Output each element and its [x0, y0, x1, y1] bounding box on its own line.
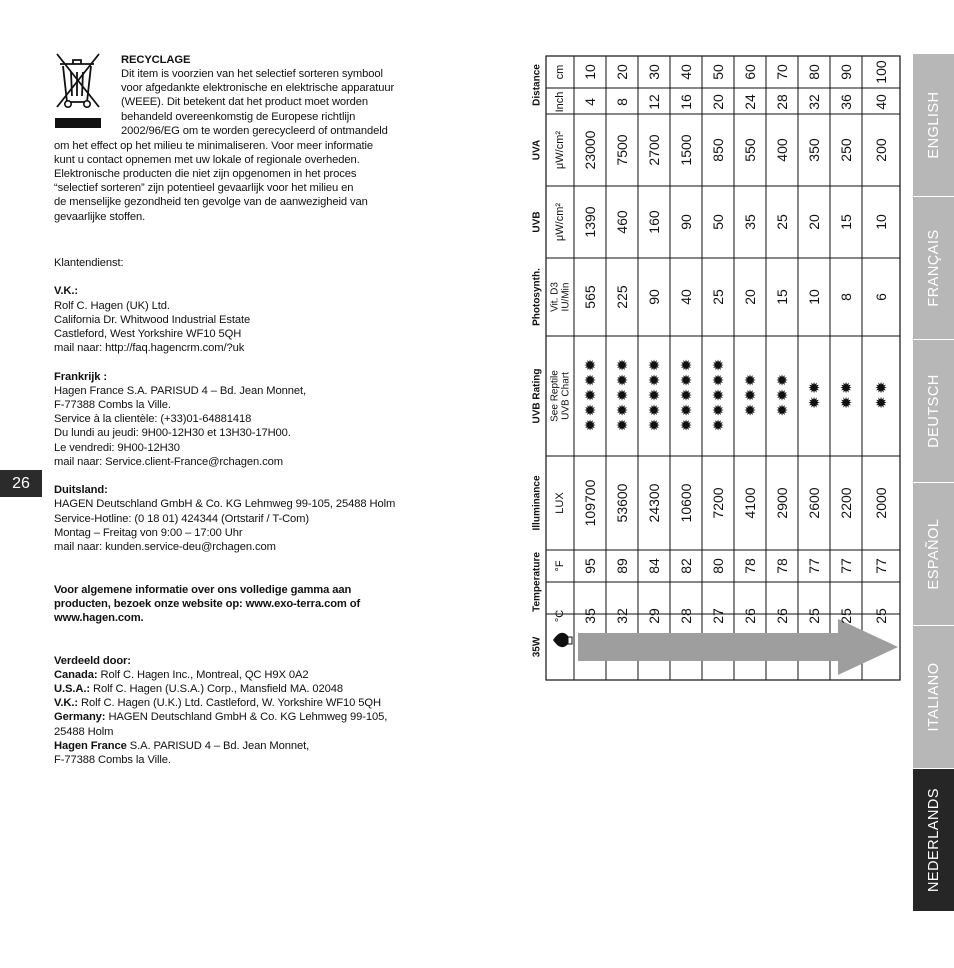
distributor-label: V.K.:: [54, 697, 78, 710]
uvb-star-icon: ✹: [711, 387, 725, 405]
cell-fahrenheit: 78: [774, 558, 790, 574]
tab-label: ENGLISH: [925, 91, 942, 159]
cell-uvb: 10: [873, 214, 889, 230]
cell-cm: 10: [582, 64, 598, 80]
tab-label: DEUTSCH: [925, 374, 942, 448]
tab-label: NEDERLANDS: [925, 787, 942, 893]
cell-celsius: 32: [614, 608, 630, 624]
uvb-star-icon: ✹: [874, 380, 888, 397]
cell-lux: 109700: [582, 479, 598, 527]
cell-inch: 16: [678, 94, 694, 110]
text-line: Du lundi au jeudi: 9H00-12H30 et 13H30-17H00.: [54, 427, 291, 440]
cell-vitamin-d3: 20: [742, 289, 758, 305]
distributor-line: [54, 753, 426, 767]
cell-uva: 2700: [646, 134, 662, 166]
distributor-label: Hagen France: [54, 739, 127, 752]
text-line: 2002/96/EG om te worden gerecycleerd of ontmandeld: [121, 124, 388, 137]
unit-photosynth-line2: IU/Min: [560, 282, 572, 312]
text-line: Le vendredi: 9H00-12H30: [54, 441, 180, 454]
unit-uvb-rating-line2: UVB Chart: [560, 372, 572, 420]
header-photosynth: Photosynth.: [531, 268, 543, 326]
cell-celsius: 25: [806, 608, 822, 624]
unit-lux: LUX: [554, 492, 566, 514]
cell-cm: 60: [742, 64, 758, 80]
text-line: mail naar: Service.client-France@rchagen.com: [54, 455, 283, 468]
distributor-label: Canada:: [54, 668, 98, 681]
text-line: Castleford, West Yorkshire WF10 5QH: [54, 328, 242, 340]
text-line: gevaarlijke stoffen.: [54, 210, 146, 223]
text-line: mail naar: http://faq.hagencrm.com/?uk: [54, 342, 245, 355]
text-line: Dit item is voorzien van het selectief sorteren symbool: [121, 68, 383, 80]
text-line: Hagen France S.A. PARISUD 4 – Bd. Jean Monnet,: [54, 384, 307, 397]
uvb-star-icon: ✹: [807, 380, 821, 397]
text-line: Elektronische producten die niet zijn opgenomen in het proces: [54, 167, 357, 180]
distributor-text: HAGEN Deutschland GmbH & Co. KG Lehmweg 99-105,: [105, 711, 388, 724]
uvb-star-icon: ✹: [711, 402, 725, 420]
cell-fahrenheit: 82: [678, 558, 694, 574]
text-line: Service-Hotline: (0 18 01) 424344 (Ortstarif / T-Com): [54, 512, 310, 525]
cell-vitamin-d3: 225: [614, 285, 630, 309]
cell-inch: 8: [614, 98, 630, 106]
header-distance: Distance: [531, 64, 543, 106]
uvb-star-icon: ✹: [583, 357, 597, 375]
tab-english[interactable]: [913, 54, 954, 197]
distributor-text: Rolf C. Hagen (U.S.A.) Corp., Mansfield MA. 02048: [89, 682, 344, 695]
uvb-lamp-icon: [553, 633, 568, 647]
distributor-line: [54, 668, 426, 682]
cell-celsius: 26: [774, 608, 790, 624]
page-number: 26: [0, 470, 42, 497]
cell-uvb: 20: [806, 214, 822, 230]
text-line: voor afgedankte elektronische en elektrische apparatuur: [121, 82, 395, 95]
cell-uva: 1500: [678, 134, 694, 166]
cell-uvb: 1390: [582, 206, 598, 238]
cell-fahrenheit: 77: [873, 558, 889, 574]
cell-cm: 90: [838, 64, 854, 80]
text-line: om het effect op het milieu te minimaliseren. Voor meer informatie: [54, 139, 374, 152]
cell-celsius: 25: [873, 608, 889, 624]
weee-crossed-bin-icon: [54, 52, 102, 130]
tab-espaol[interactable]: [913, 483, 954, 626]
uvb-star-icon: ✹: [679, 387, 693, 405]
uvb-star-icon: ✹: [775, 372, 789, 390]
cell-inch: 4: [582, 98, 598, 106]
cell-celsius: 25: [838, 608, 854, 624]
distributor-line: [54, 739, 426, 753]
distributor-line: [54, 682, 426, 696]
uvb-star-icon: ✹: [679, 357, 693, 375]
cell-celsius: 35: [582, 608, 598, 624]
cell-lux: 2000: [873, 487, 889, 519]
cell-cm: 100: [873, 60, 889, 84]
cell-uvb: 460: [614, 210, 630, 234]
uvb-star-icon: ✹: [711, 357, 725, 375]
uvb-star-icon: ✹: [679, 372, 693, 390]
uvb-star-icon: ✹: [874, 395, 888, 412]
general-info-line: www.hagen.com.: [54, 612, 144, 624]
unit-celsius: °C: [554, 609, 566, 623]
cell-fahrenheit: 78: [742, 558, 758, 574]
unit-uvb: μW/cm²: [554, 202, 566, 242]
cell-cm: 80: [806, 64, 822, 80]
cell-cm: 20: [614, 64, 630, 80]
cell-uva: 400: [774, 138, 790, 162]
unit-photosynth-line1: Vit. D3: [549, 282, 561, 312]
distributor-label: Germany:: [54, 711, 106, 724]
text-line: behandeld overeenkomstig de Europese richtlijn: [121, 110, 356, 123]
header-uvb-rating: UVB Rating: [531, 368, 543, 424]
service-fr-heading: Frankrijk :: [54, 370, 107, 383]
cell-vitamin-d3: 25: [710, 289, 726, 305]
cell-lux: 53600: [614, 483, 630, 523]
cell-cm: 50: [710, 64, 726, 80]
cell-vitamin-d3: 15: [774, 289, 790, 305]
cell-uvb: 25: [774, 214, 790, 230]
cell-inch: 20: [710, 94, 726, 110]
service-uk-heading: V.K.:: [54, 285, 78, 298]
uvb-star-icon: ✹: [743, 402, 757, 420]
distributor-text: Rolf C. Hagen (U.K.) Ltd. Castleford, W. Yorkshire WF10 5QH: [77, 697, 381, 710]
text-line: kunt u contact opnemen met uw lokale of regionale overheden.: [54, 153, 360, 166]
uvb-star-icon: ✹: [615, 387, 629, 405]
tab-franais[interactable]: [913, 197, 954, 340]
uvb-star-icon: ✹: [711, 372, 725, 390]
cell-celsius: 29: [646, 608, 662, 624]
distributor-text: Rolf C. Hagen Inc., Montreal, QC H9X 0A2: [97, 668, 309, 681]
tab-italiano[interactable]: [913, 626, 954, 769]
distributor-line: [54, 710, 426, 724]
uvb-star-icon: ✹: [647, 417, 661, 435]
uvb-star-icon: ✹: [583, 402, 597, 420]
recycling-heading: RECYCLAGE: [121, 54, 191, 66]
unit-cm: cm: [554, 64, 566, 80]
cell-lux: 24300: [646, 483, 662, 523]
text-line: de menselijke gezondheid ten gevolge van de aanwezigheid van: [54, 196, 368, 209]
tab-deutsch[interactable]: [913, 340, 954, 483]
uvb-star-icon: ✹: [775, 387, 789, 405]
cell-uva: 7500: [614, 134, 630, 166]
text-line: Montag – Freitag von 9:00 – 17:00 Uhr: [54, 526, 243, 539]
uvb-star-icon: ✹: [615, 372, 629, 390]
uvb-star-icon: ✹: [647, 372, 661, 390]
uvb-star-icon: ✹: [615, 402, 629, 420]
distributor-text: 25488 Holm: [54, 725, 114, 738]
distance-arrow-icon: [578, 619, 898, 675]
language-tabs: [913, 54, 954, 912]
cell-inch: 36: [838, 94, 854, 110]
cell-inch: 32: [806, 94, 822, 110]
uvb-star-icon: ✹: [807, 395, 821, 412]
cell-uvb: 90: [678, 214, 694, 230]
cell-uva: 200: [873, 138, 889, 162]
cell-uva: 350: [806, 138, 822, 162]
cell-uvb: 160: [646, 210, 662, 234]
text-line: F-77388 Combs la Ville.: [54, 399, 171, 411]
text-line: mail naar: kunden.service-deu@rchagen.com: [54, 541, 276, 554]
cell-vitamin-d3: 10: [806, 289, 822, 305]
unit-uva: μW/cm²: [554, 130, 566, 170]
service-de-heading: Duitsland:: [54, 484, 108, 497]
header-temperature: Temperature: [531, 552, 543, 612]
uvb-star-icon: ✹: [679, 417, 693, 435]
cell-lux: 2600: [806, 487, 822, 519]
cell-fahrenheit: 80: [710, 558, 726, 574]
distributor-line: [54, 696, 426, 710]
text-line: (WEEE). Dit betekent dat het product moet worden: [121, 96, 369, 109]
uvb-star-icon: ✹: [679, 402, 693, 420]
distributor-heading: Verdeeld door:: [54, 654, 131, 667]
distributor-line: [54, 725, 426, 739]
unit-uvb-rating-line1: See Reptile: [549, 370, 561, 422]
tab-label: ITALIANO: [925, 662, 942, 732]
tab-label: FRANÇAIS: [925, 229, 942, 307]
cell-celsius: 26: [742, 608, 758, 624]
uvb-star-icon: ✹: [647, 357, 661, 375]
service-title: Klantendienst:: [54, 257, 124, 269]
uvb-star-icon: ✹: [583, 387, 597, 405]
cell-vitamin-d3: 40: [678, 289, 694, 305]
cell-uva: 23000: [582, 130, 598, 170]
distributor-text: S.A. PARISUD 4 – Bd. Jean Monnet,: [126, 739, 310, 752]
uvb-star-icon: ✹: [647, 402, 661, 420]
uvb-star-icon: ✹: [711, 417, 725, 435]
cell-lux: 10600: [678, 483, 694, 523]
cell-fahrenheit: 89: [614, 558, 630, 574]
recycling-text-full: [54, 139, 404, 224]
text-line: Service à la clientèle: (+33)01-64881418: [54, 413, 252, 426]
general-info-line: producten, bezoek onze website op: www.exo-terra.com of: [54, 597, 361, 610]
cell-lux: 4100: [742, 487, 758, 519]
cell-celsius: 28: [678, 608, 694, 624]
uvb-star-icon: ✹: [583, 372, 597, 390]
cell-fahrenheit: 95: [582, 558, 598, 574]
uvb-star-icon: ✹: [615, 417, 629, 435]
cell-vitamin-d3: 90: [646, 289, 662, 305]
cell-vitamin-d3: 565: [582, 285, 598, 309]
header-illuminance: Illuminance: [531, 475, 543, 531]
cell-cm: 30: [646, 64, 662, 80]
uvb-star-icon: ✹: [839, 395, 853, 412]
text-line: “selectief sorteren” zijn potentieel gevaarlijk voor het milieu en: [54, 182, 354, 195]
customer-service-block: [54, 256, 426, 767]
uvb-star-icon: ✹: [583, 417, 597, 435]
unit-inch: Inch: [554, 91, 566, 113]
cell-lux: 7200: [710, 487, 726, 519]
uvb-star-icon: ✹: [839, 380, 853, 397]
cell-uvb: 35: [742, 214, 758, 230]
uvb-star-icon: ✹: [615, 357, 629, 375]
lamp-base: [568, 637, 572, 644]
uvb-data-table: [528, 54, 908, 684]
cell-vitamin-d3: 8: [838, 293, 854, 301]
cell-inch: 24: [742, 94, 758, 110]
tab-label: ESPAÑOL: [925, 518, 942, 590]
cell-fahrenheit: 84: [646, 558, 662, 574]
cell-lux: 2900: [774, 487, 790, 519]
cell-inch: 28: [774, 94, 790, 110]
distributor-label: U.S.A.:: [54, 682, 90, 695]
header-uvb: UVB: [531, 211, 543, 233]
uvb-star-icon: ✹: [647, 387, 661, 405]
text-line: HAGEN Deutschland GmbH & Co. KG Lehmweg 99-105, 25488 Holm: [54, 498, 396, 511]
distributor-text: F-77388 Combs la Ville.: [54, 754, 171, 766]
uvb-star-icon: ✹: [775, 402, 789, 420]
lamp-wattage: 35W: [531, 636, 543, 658]
cell-uvb: 50: [710, 214, 726, 230]
cell-uva: 850: [710, 138, 726, 162]
recycling-text-wrapped: [121, 67, 426, 138]
cell-uvb: 15: [838, 214, 854, 230]
cell-vitamin-d3: 6: [873, 293, 889, 301]
cell-inch: 40: [873, 94, 889, 110]
general-info-line: Voor algemene informatie over ons volledige gamma aan: [54, 583, 352, 596]
cell-uva: 550: [742, 138, 758, 162]
cell-fahrenheit: 77: [806, 558, 822, 574]
uvb-star-icon: ✹: [743, 387, 757, 405]
cell-fahrenheit: 77: [838, 558, 854, 574]
uvb-star-icon: ✹: [743, 372, 757, 390]
cell-uva: 250: [838, 138, 854, 162]
cell-lux: 2200: [838, 487, 854, 519]
cell-celsius: 27: [710, 608, 726, 624]
cell-inch: 12: [646, 94, 662, 110]
cell-cm: 70: [774, 64, 790, 80]
unit-fahrenheit: °F: [554, 560, 566, 572]
cell-cm: 40: [678, 64, 694, 80]
text-line: Rolf C. Hagen (UK) Ltd.: [54, 299, 170, 312]
header-uva: UVA: [531, 139, 543, 161]
tab-nederlands[interactable]: [913, 769, 954, 912]
text-line: California Dr. Whitwood Industrial Estate: [54, 313, 251, 326]
